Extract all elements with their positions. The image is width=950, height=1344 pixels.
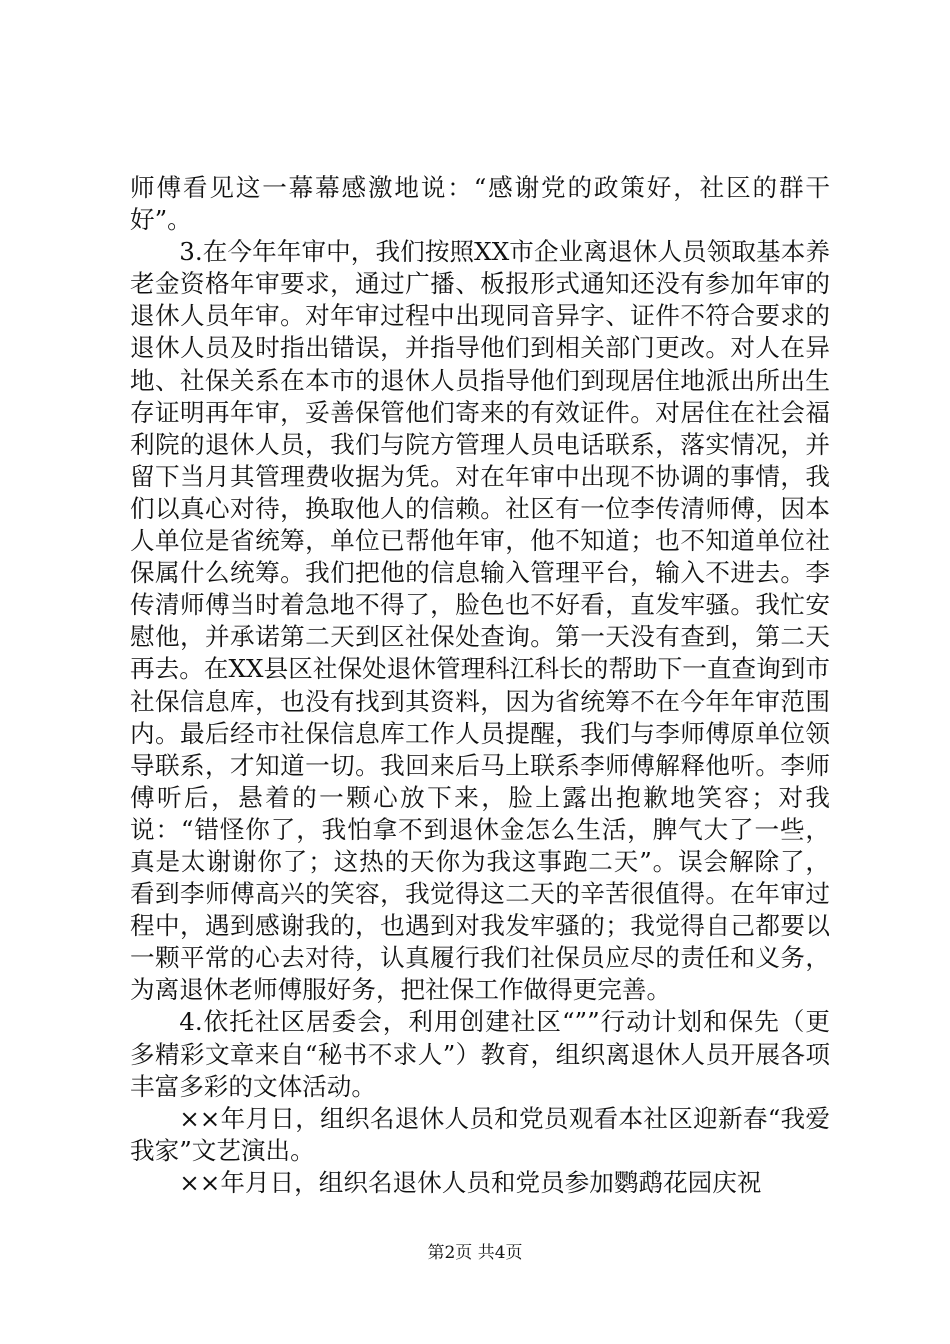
document-body (130, 172, 830, 1199)
paragraph-item-4: 4.依托社区居委会，利用创建社区“””行动计划和保先（更多精彩文章来自“秘书不求人”）教育，组织离退休人员开展各项丰富多彩的文体活动。 (130, 1007, 830, 1101)
paragraph-item-3: 3.在今年年审中，我们按照XX市企业离退休人员领取基本养老金资格年审要求，通过广播、板报形式通知还没有参加年审的退休人员年审。对年审过程中出现同音异字、证件不符合要求的退休人员及时指出错误，并指导他们到相关部门更改。对人在异地、社保关系在本市的退休人员指导他们到现居住地派出所出生存证明再年审，妥善保管他们寄来的有效证件。对居住在社会福利院的退休人员，我们与院方管理人员电话联系，落实情况，并留下当月其管理费收据为凭。对在年审中出现不协调的事情，我们以真心对待，换取他人的信赖。社区有一位李传清师傅，因本人单位是省统筹，单位已帮他年审，他不知道；也不知道单位社保属什么统筹。我们把他的信息输入管理平台，输入不进去。李传清师傅当时着急地不得了，脸色也不好看，直发牢骚。我忙安慰他，并承诺第二天到区社保处查询。第一天没有查到，第二天再去。在XX县区社保处退休管理科江科长的帮助下一直查询到市社保信息库，也没有找到其资料，因为省统筹不在今年年审范围内。最后经市社保信息库工作人员提醒，我们与李师傅原单位领导联系，才知道一切。我回来后马上联系李师傅解释他听。李师傅听后，悬着的一颗心放下来，脸上露出抱歉地笑容；对我说：“错怪你了，我怕拿不到退休金怎么生活，脾气大了一些，真是太谢谢你了；这热的天你为我这事跑二天”。误会解除了，看到李师傅高兴的笑容，我觉得这二天的辛苦很值得。在年审过程中，遇到感谢我的，也遇到对我发牢骚的；我觉得自己都要以一颗平常的心去对待，认真履行我们社保员应尽的责任和义务，为离退休老师傅服好务，把社保工作做得更完善。 (130, 237, 830, 1005)
paragraph-continuation: 师傅看见这一幕幕感激地说：“感谢党的政策好，社区的群干好”。 (130, 173, 830, 235)
paragraph-event-1: ××年月日，组织名退休人员和党员观看本社区迎新春“我爱我家”文艺演出。 (130, 1103, 830, 1165)
page-number-footer: 第2页 共4页 (427, 1243, 523, 1263)
paragraph-event-2: ××年月日，组织名退休人员和党员参加鹦鹉花园庆祝 (179, 1167, 762, 1197)
